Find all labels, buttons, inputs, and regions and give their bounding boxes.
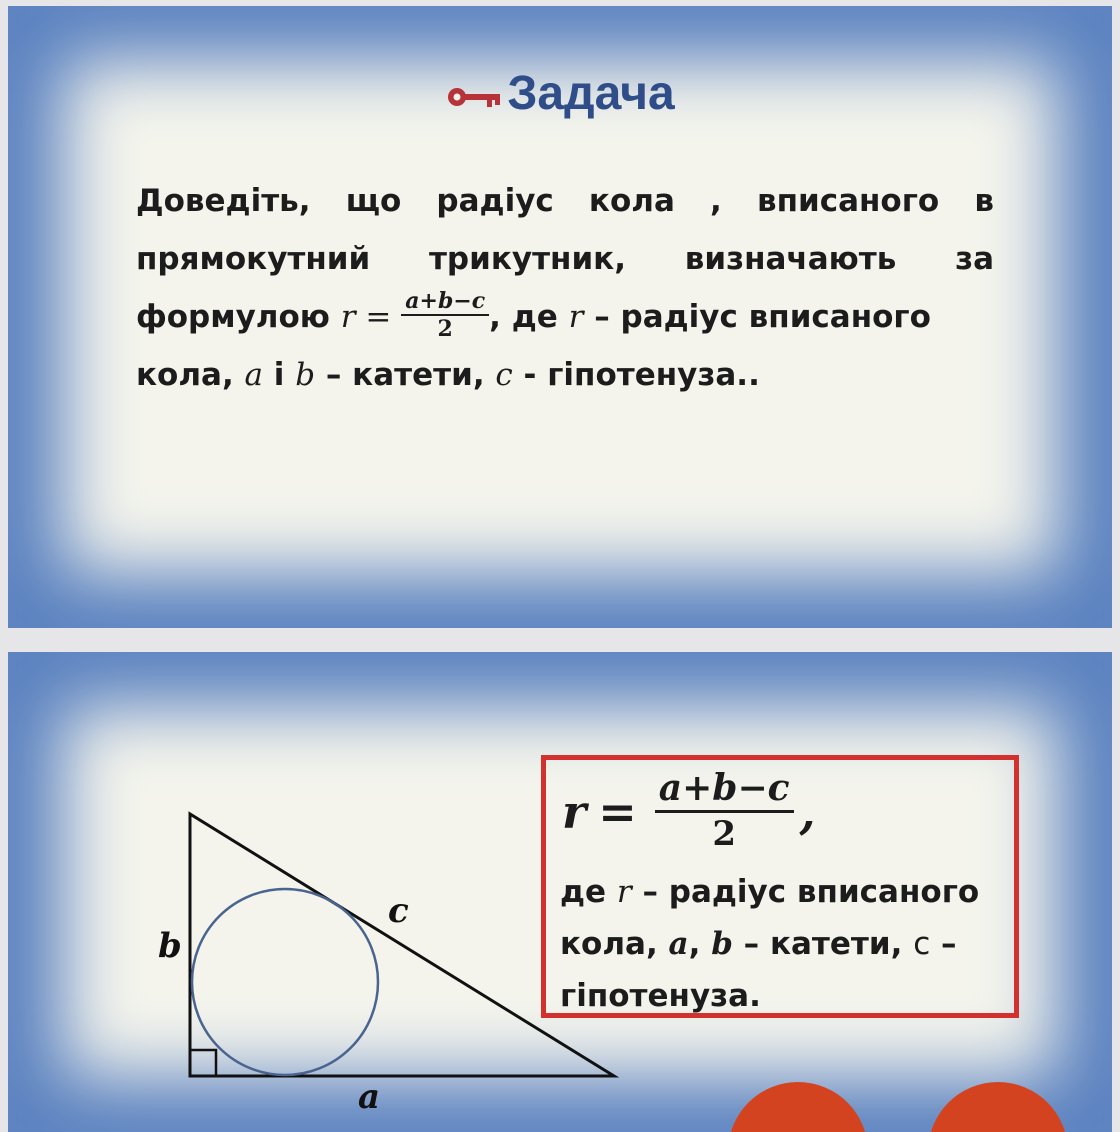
- problem-line-3: [136, 288, 994, 346]
- inscribed-circle: [192, 889, 378, 1075]
- word: ,: [710, 183, 722, 219]
- math-a: a: [244, 357, 264, 393]
- text: кола,: [560, 926, 669, 962]
- radius-formula: [562, 768, 816, 855]
- problem-line-4: [136, 346, 994, 404]
- math-c: с: [913, 926, 931, 962]
- text: формулою: [136, 299, 341, 335]
- fraction-denominator: 2: [437, 315, 453, 342]
- math-r: r: [340, 299, 356, 335]
- fraction-numerator: a+b−c: [655, 768, 794, 813]
- math-c: c: [495, 357, 513, 393]
- math-equals: =: [355, 299, 402, 335]
- problem-line-1: [136, 172, 994, 230]
- word: прямокутний: [136, 241, 371, 277]
- right-angle-mark: [190, 1050, 216, 1076]
- orange-circle-decoration: [728, 1082, 868, 1132]
- text: – катети,: [315, 357, 496, 393]
- math-equals: =: [598, 784, 637, 839]
- label-b: b: [158, 926, 182, 966]
- fraction-numerator: a+b−c: [401, 288, 489, 316]
- title-text: Задача: [507, 67, 675, 120]
- explanation-line-3: гіпотенуза.: [560, 978, 761, 1014]
- math-r: r: [562, 784, 587, 839]
- formula-box: [541, 755, 1019, 1018]
- label-c: c: [388, 891, 409, 931]
- math-r: r: [568, 299, 584, 335]
- explanation-line-2: [560, 918, 1010, 970]
- word: трикутник,: [428, 241, 627, 277]
- word: вписаного: [756, 183, 940, 219]
- problem-line-2: [136, 230, 994, 288]
- problem-statement: [136, 172, 994, 404]
- text: – катети,: [732, 926, 914, 962]
- math-b: b: [295, 357, 316, 393]
- inline-fraction: [401, 288, 489, 342]
- fraction-denominator: 2: [712, 814, 736, 854]
- text: , де: [489, 299, 569, 335]
- text: –: [930, 926, 957, 962]
- text: і: [263, 357, 296, 393]
- word: кола: [588, 183, 675, 219]
- text: де: [560, 874, 617, 910]
- text: – радіус вписаного: [631, 874, 980, 910]
- math-r: r: [616, 874, 632, 910]
- word: в: [974, 183, 994, 219]
- explanation-line-1: [560, 866, 1010, 918]
- formula-comma: ,: [799, 784, 816, 839]
- word: визначають: [684, 241, 897, 277]
- word: що: [345, 183, 402, 219]
- slide-solution: [8, 652, 1112, 1132]
- text: - гіпотенуза..: [512, 357, 760, 393]
- word: радіус: [436, 183, 554, 219]
- text: кола,: [136, 357, 245, 393]
- word: Доведіть,: [136, 183, 311, 219]
- math-b: b: [711, 926, 733, 962]
- slide-problem: [8, 6, 1112, 628]
- slide-title: [8, 66, 1112, 124]
- formula-explanation: [560, 866, 1010, 1022]
- word: за: [955, 241, 994, 277]
- label-a: a: [358, 1077, 381, 1117]
- key-icon: [445, 69, 503, 124]
- orange-circle-decoration: [928, 1082, 1068, 1132]
- text: – радіус вписаного: [583, 299, 931, 335]
- text: ,: [688, 926, 712, 962]
- math-a: a: [668, 926, 689, 962]
- formula-fraction: [655, 768, 794, 855]
